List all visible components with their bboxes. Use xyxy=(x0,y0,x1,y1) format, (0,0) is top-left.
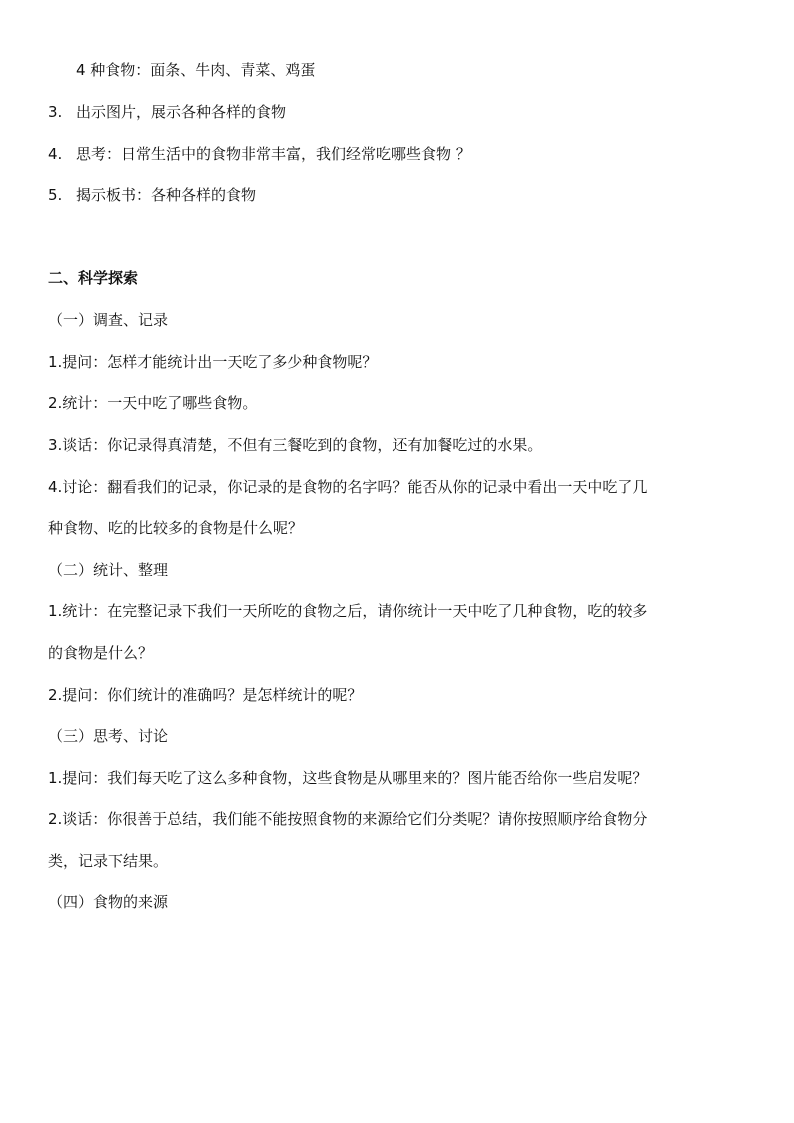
intro-step-4 xyxy=(48,144,754,164)
paragraph: 3.谈话：你记录得真清楚，不但有三餐吃到的食物，还有加餐吃过的水果。 xyxy=(48,436,543,454)
paragraph: 2.提问：你们统计的准确吗？是怎样统计的呢？ xyxy=(48,686,363,704)
step-text: 思考：日常生活中的食物非常丰富，我们经常吃哪些食物 ？ xyxy=(76,145,471,163)
subsection-heading-4: （四）食物的来源 xyxy=(48,893,169,911)
intro-step-3 xyxy=(48,102,754,122)
section-heading: 二、科学探索 xyxy=(48,269,139,287)
paragraph: 4.讨论：翻看我们的记录，你记录的是食物的名字吗？能否从你的记录中看出一天中吃了几 xyxy=(48,478,648,496)
subsection-heading-3: （三）思考、讨论 xyxy=(48,727,169,745)
subsection-heading-2: （二）统计、整理 xyxy=(48,561,169,579)
step-text: 出示图片，展示各种各样的食物 xyxy=(76,103,287,121)
paragraph: 1.提问：怎样才能统计出一天吃了多少种食物呢？ xyxy=(48,353,378,371)
foods-list-line: 4 种食物：面条、牛肉、青菜、鸡蛋 xyxy=(76,61,316,79)
paragraph-continued: 种食物、吃的比较多的食物是什么呢？ xyxy=(48,519,304,537)
step-text: 揭示板书：各种各样的食物 xyxy=(76,186,257,204)
intro-step-5 xyxy=(48,185,754,205)
step-number: 3. xyxy=(48,103,63,121)
paragraph: 1.提问：我们每天吃了这么多种食物，这些食物是从哪里来的？图片能否给你一些启发呢？ xyxy=(48,769,648,787)
paragraph-continued: 的食物是什么？ xyxy=(48,644,154,662)
subsection-heading-1: （一）调查、记录 xyxy=(48,311,169,329)
paragraph: 2.统计：一天中吃了哪些食物。 xyxy=(48,394,258,412)
step-number: 4. xyxy=(48,145,63,163)
paragraph: 2.谈话：你很善于总结，我们能不能按照食物的来源给它们分类呢？请你按照顺序给食物分 xyxy=(48,810,648,828)
paragraph-continued: 类，记录下结果。 xyxy=(48,852,169,870)
step-number: 5. xyxy=(48,186,63,204)
paragraph: 1.统计：在完整记录下我们一天所吃的食物之后，请你统计一天中吃了几种食物，吃的较多 xyxy=(48,602,648,620)
